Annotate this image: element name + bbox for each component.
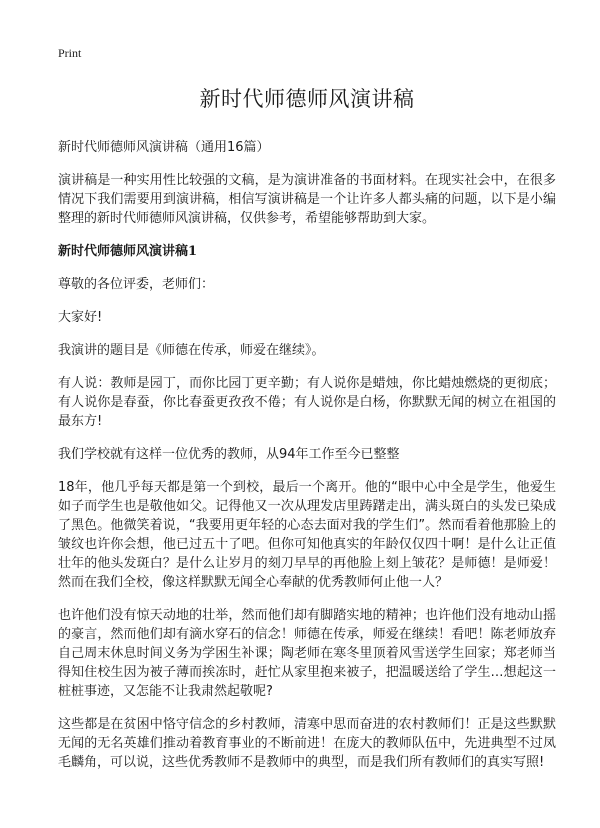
speech-topic: 我演讲的题目是《师德在传承，师爱在继续》。 <box>58 343 325 358</box>
body-paragraph: 有人说：教师是园丁，而你比园丁更辛勤；有人说你是蜡烛，你比蜡烛燃烧的更彻底；有人说你是春蚕，你比春蚕更孜孜不倦；有人说你是白杨，你默默无闻的树立在祖国的最东方! <box>58 376 556 429</box>
print-link[interactable]: Print <box>58 46 82 60</box>
salutation: 尊敬的各位评委，老师们： <box>58 277 215 292</box>
body-paragraph: 也许他们没有惊天动地的壮举，然而他们却有脚踏实地的精神；也许他们没有地动山摇的豪言，然而他们却有滴水穿石的信念！师德在传承，师爱在继续！看吧！陈老师放弃自己周末休息时间义务为学困生补课；陶老师在寒冬里顶着风雪送学生回家；郑老师当得知住校生因为被子薄而挨冻时，赶忙从家里抱来被子，把温暖送给了学生…想起这一桩桩事迹，又怎能不让我肃然起敬呢? <box>58 608 556 699</box>
greeting: 大家好! <box>58 310 103 325</box>
section-heading: 新时代师德师风演讲稿1 <box>58 244 198 259</box>
body-paragraph: 18年，他几乎每天都是第一个到校，最后一个离开。他的“眼中心中全是学生，他爱生如子而学生也是敬他如父。记得他又一次从理发店里踌躇走出，满头斑白的头发已染成了黑色。他微笑着说，“我要用更年轻的心态去面对我的学生们”。然而看着他那脸上的皱纹也许你会想，他已过五十了吧。但你可知他真实的年龄仅仅四十啊！是什么让正值壮年的他头发斑白？是什么让岁月的刻刀早早的再他脸上刻上皱花？是师德！是师爱！然而在我们全校，像这样默默无闻全心奉献的优秀教师何止他一人？ <box>58 480 556 590</box>
body-paragraph: 我们学校就有这样一位优秀的教师，从94年工作至今已整整 <box>58 447 400 462</box>
document-title: 新时代师德师风演讲稿 <box>199 87 415 111</box>
body-paragraph: 这些都是在贫困中恪守信念的乡村教师，清寒中思而奋进的农村教师们！正是这些默默无闻的无名英雄们推动着教育事业的不断前进！在庞大的教师队伍中，先进典型不过凤毛麟角，可以说，这些优秀教师不是教师中的典型，而是我们所有教师们的真实写照! <box>58 717 556 770</box>
intro-paragraph: 演讲稿是一种实用性比较强的文稿，是为演讲准备的书面材料。在现实社会中，在很多情况下我们需要用到演讲稿，相信写演讲稿是一个让许多人都头痛的问题，以下是小编整理的新时代师德师风演讲稿，仅供参考，希望能够帮助到大家。 <box>58 173 556 226</box>
document-subtitle: 新时代师德师风演讲稿（通用16篇） <box>58 140 270 155</box>
